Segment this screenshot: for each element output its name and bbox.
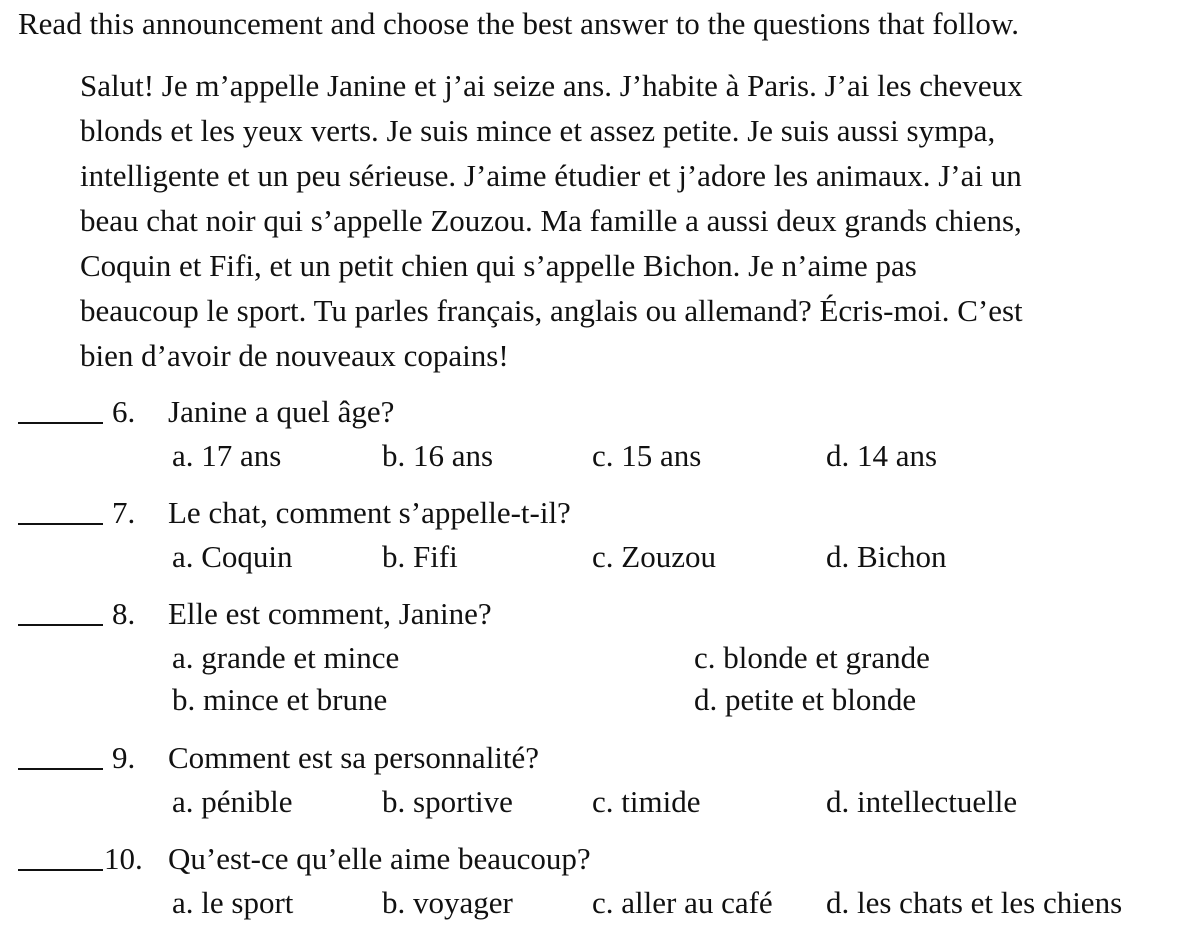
instructions: Read this announcement and choose the best answer to the questions that follow.	[18, 6, 1019, 41]
answer-blank[interactable]	[18, 422, 103, 424]
option-a: a. le sport	[172, 885, 294, 920]
question-9	[0, 738, 1200, 838]
option-b: b. 16 ans	[382, 438, 494, 473]
question-number: 7.	[112, 495, 136, 530]
option-c: c. blonde et grande	[694, 640, 930, 675]
passage-line: blonds et les yeux verts. Je suis mince et assez petite. Je suis aussi sympa,	[80, 113, 996, 148]
passage-line: beaucoup le sport. Tu parles français, anglais ou allemand? Écris-moi. C’est	[80, 293, 1023, 328]
question-8	[0, 594, 1200, 734]
option-d: d. Bichon	[826, 539, 947, 574]
option-b: b. Fifi	[382, 539, 458, 574]
question-number: 10.	[104, 841, 143, 876]
option-c: c. timide	[592, 784, 701, 819]
option-b: b. voyager	[382, 885, 513, 920]
option-d: d. les chats et les chiens	[826, 885, 1123, 920]
announcement-passage	[80, 63, 1180, 378]
question-number: 6.	[112, 394, 136, 429]
answer-blank[interactable]	[18, 768, 103, 770]
question-number: 8.	[112, 596, 136, 631]
option-d: d. petite et blonde	[694, 682, 917, 717]
option-b: b. mince et brune	[172, 682, 388, 717]
passage-line: Coquin et Fifi, et un petit chien qui s’appelle Bichon. Je n’aime pas	[80, 248, 917, 283]
option-c: c. 15 ans	[592, 438, 702, 473]
question-6	[0, 392, 1200, 492]
option-a: a. 17 ans	[172, 438, 282, 473]
question-number: 9.	[112, 740, 136, 775]
option-a: a. pénible	[172, 784, 293, 819]
answer-blank[interactable]	[18, 624, 103, 626]
question-text: Elle est comment, Janine?	[168, 596, 492, 631]
question-7	[0, 493, 1200, 593]
question-text: Qu’est-ce qu’elle aime beaucoup?	[168, 841, 591, 876]
option-a: a. Coquin	[172, 539, 293, 574]
option-c: c. aller au café	[592, 885, 773, 920]
option-a: a. grande et mince	[172, 640, 400, 675]
answer-blank[interactable]	[18, 869, 103, 871]
option-b: b. sportive	[382, 784, 513, 819]
question-10	[0, 839, 1200, 939]
option-d: d. 14 ans	[826, 438, 938, 473]
passage-line: intelligente et un peu sérieuse. J’aime étudier et j’adore les animaux. J’ai un	[80, 158, 1022, 193]
passage-line: bien d’avoir de nouveaux copains!	[80, 338, 509, 373]
passage-line: Salut! Je m’appelle Janine et j’ai seize ans. J’habite à Paris. J’ai les cheveux	[80, 68, 1023, 103]
option-d: d. intellectuelle	[826, 784, 1018, 819]
question-text: Janine a quel âge?	[168, 394, 395, 429]
passage-line: beau chat noir qui s’appelle Zouzou. Ma famille a aussi deux grands chiens,	[80, 203, 1022, 238]
option-c: c. Zouzou	[592, 539, 716, 574]
question-text: Le chat, comment s’appelle-t-il?	[168, 495, 571, 530]
question-text: Comment est sa personnalité?	[168, 740, 540, 775]
answer-blank[interactable]	[18, 523, 103, 525]
